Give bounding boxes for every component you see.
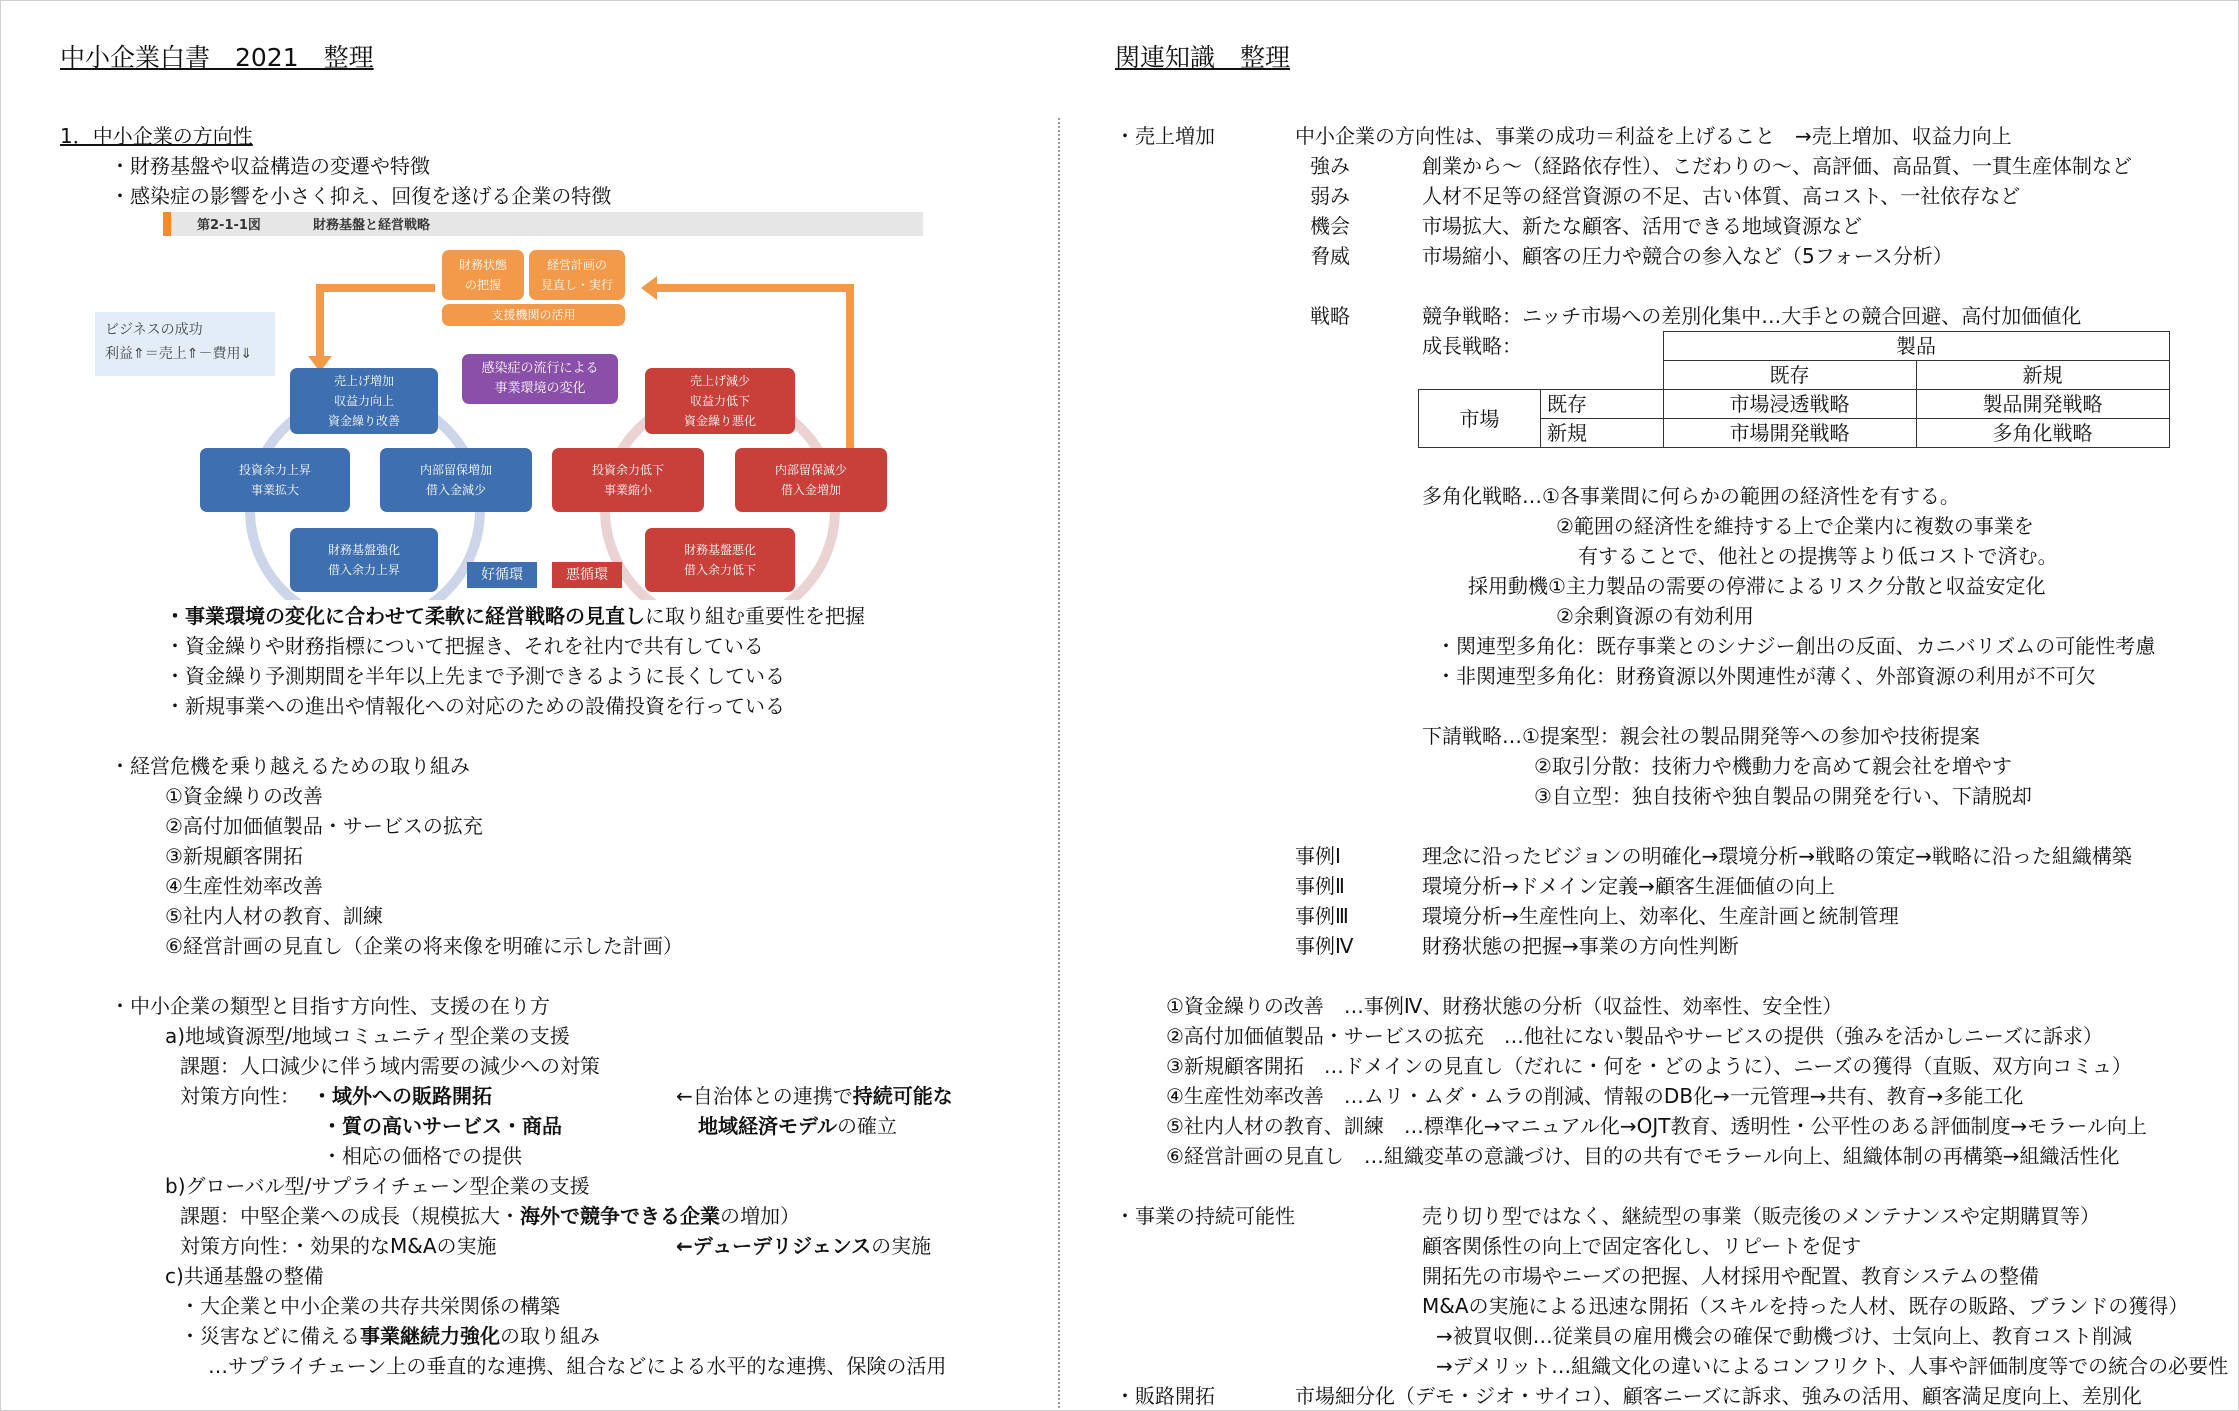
sustain-4: M&Aの実施による迅速な開拓（スキルを持った人材、既存の販路、ブランドの獲得） [1422,1294,2189,1318]
box-investment-up: 投資余力上昇 事業拡大 [200,448,350,512]
sales-label: ・売上増加 [1115,124,1215,148]
figure-number: 第2-1-1図 [197,218,261,233]
sustain-2: 顧客関係性の向上で固定客化し、リピートを促す [1422,1234,1862,1258]
type-b-issue-bold: 海外で競争できる企業 [520,1204,720,1228]
box-retained-down: 内部留保減少 借入金増加 [735,448,887,512]
diversify-5: ②余剰資源の有効利用 [1556,604,1754,628]
crisis-item-4: ④生産性効率改善 [165,874,323,898]
growth-strategy: 成長戦略： [1422,334,1522,358]
types-title: ・中小企業の類型と目指す方向性、支援の在り方 [110,994,550,1018]
figure-title: 財務基盤と経営戦略 [313,218,431,233]
matrix-cell-product-dev: 製品開発戦略 [1916,390,2169,419]
case-2-value: 環境分析→ドメイン定義→顧客生涯価値の向上 [1422,874,1835,898]
box-investment-down: 投資余力低下 事業縮小 [552,448,704,512]
box-retained-up: 内部留保増加 借入金減少 [380,448,532,512]
success-formula: 利益⇑＝売上⇑－費用⇓ [105,346,253,362]
type-b-note-bold: ←デューデリジェンス [676,1234,872,1258]
competitive-strategy: 競争戦略：ニッチ市場への差別化集中…大手との競合回避、高付加価値化 [1422,304,2082,328]
crisis-item-5: ⑤社内人材の教育、訓練 [165,904,383,928]
type-c-2 [180,1322,600,1350]
key-point-2: ・資金繰りや財務指標について把握き、それを社内で共有している [165,634,764,658]
sustain-label: ・事業の持続可能性 [1115,1204,1295,1228]
ansoff-matrix [1418,331,2170,448]
type-a-note-1-bold: 持続可能な [852,1084,953,1108]
type-b-issue-pre: 課題：中堅企業への成長（規模拡大・ [180,1204,520,1228]
measure-6: ⑥経営計画の見直し …組織変革の意識づけ、目的の共有でモラール向上、組織体制の再構築→組織活性化 [1166,1144,2120,1168]
legend-good-cycle: 好循環 [467,562,537,588]
figure-financial-strategy [95,210,955,600]
section-1-heading: 1．中小企業の方向性 [60,124,253,148]
matrix-cell-diversification: 多角化戦略 [1916,419,2169,448]
type-a-note-1 [676,1082,953,1110]
channel-text: 市場細分化（デモ・ジオ・サイコ）、顧客ニーズに訴求、強みの活用、顧客満足度向上、差別化 [1295,1384,2142,1408]
matrix-row-existing: 既存 [1541,390,1664,419]
case-2-key: 事例Ⅱ [1295,874,1345,898]
matrix-market-header: 市場 [1419,390,1541,448]
type-c-2-post: の取り組み [500,1324,600,1348]
case-1-value: 理念に沿ったビジョンの明確化→環境分析→戦略の策定→戦略に沿った組織構築 [1422,844,2132,868]
swot-value-weakness: 人材不足等の経営資源の不足、古い体質、高コスト、一社依存など [1422,184,2021,208]
swot-key-threat: 脅威 [1310,244,1350,268]
measure-2: ②高付加価値製品・サービスの拡充 …他社にない製品やサービスの提供（強みを活かしニーズに訴求） [1166,1024,2103,1048]
column-divider [1058,118,1060,1408]
subcontract-1: 下請戦略…①提案型：親会社の製品開発等への参加や技術提案 [1422,724,1980,748]
box-plan-review: 経営計画の 見直し・実行 [529,250,625,300]
measure-4: ④生産性効率改善 …ムリ・ムダ・ムラの削減、情報のDB化→一元管理→共有、教育→多能工化 [1166,1084,2024,1108]
swot-value-strength: 創業から～（経路依存性）、こだわりの～、高評価、高品質、一貫生産体制など [1422,154,2132,178]
measure-3: ③新規顧客開拓 …ドメインの見直し（だれに・何を・どのように）、ニーズの獲得（直販、双方向コミュ） [1166,1054,2132,1078]
type-a-note-1-pre: ←自治体との連携で [676,1084,853,1108]
matrix-blank-3 [1419,361,1541,390]
box-sales-decrease: 売上げ減少 収益力低下 資金繰り悪化 [645,368,795,434]
type-c-2-bold: 事業継続力強化 [360,1324,500,1348]
matrix-cell-market-dev: 市場開発戦略 [1663,419,1916,448]
type-a-policy-3: ・相応の価格での提供 [322,1144,522,1168]
box-financial-state: 財務状態 の把握 [442,250,524,300]
key-point-1-rest: に取り組む重要性を把握 [645,604,865,628]
figure-arrows [95,210,955,600]
type-a-note-2 [698,1112,897,1140]
matrix-product-header: 製品 [1663,332,2169,361]
type-b-note-post: の実施 [871,1234,932,1258]
channel-label: ・販路開拓 [1115,1384,1215,1408]
type-c-1: ・大企業と中小企業の共存共栄関係の構築 [180,1294,560,1318]
case-3-key: 事例Ⅲ [1295,904,1349,928]
sustain-1: 売り切り型ではなく、継続型の事業（販売後のメンテナンスや定期購買等） [1422,1204,2100,1228]
strategy-label: 戦略 [1310,304,1350,328]
matrix-row-new: 新規 [1541,419,1664,448]
type-b-issue-post: の増加） [720,1204,800,1228]
key-point-1 [165,602,865,630]
diversify-1: 多角化戦略…①各事業間に何らかの範囲の経済性を有する。 [1422,484,1960,508]
sales-intro: 中小企業の方向性は、事業の成功＝利益を上げること →売上増加、収益力向上 [1295,124,2012,148]
diversify-2: ②範囲の経済性を維持する上で企業内に複数の事業を [1556,514,2034,538]
sustain-5: →被買収側…従業員の雇用機会の確保で動機づけ、士気向上、教育コスト削減 [1436,1324,2132,1348]
key-point-1-bold: ・事業環境の変化に合わせて柔軟に経営戦略の見直し [165,604,645,628]
subcontract-3: ③自立型：独自技術や独自製品の開発を行い、下請脱却 [1534,784,2032,808]
sustain-3: 開拓先の市場やニーズの把握、人材採用や配置、教育システムの整備 [1422,1264,2039,1288]
matrix-blank-4 [1541,361,1664,390]
matrix-col-existing: 既存 [1663,361,1916,390]
swot-key-weakness: 弱み [1310,184,1350,208]
s1-item-2: ・感染症の影響を小さく抑え、回復を遂げる企業の特徴 [110,184,612,208]
key-point-4: ・新規事業への進出や情報化への対応のための設備投資を行っている [165,694,785,718]
diversify-4: 採用動機①主力製品の需要の停滞によるリスク分散と収益安定化 [1468,574,2046,598]
matrix-blank-2 [1541,332,1664,361]
subcontract-2: ②取引分散：技術力や機動力を高めて親会社を増やす [1534,754,2012,778]
case-4-key: 事例Ⅳ [1295,934,1354,958]
measure-5: ⑤社内人材の教育、訓練 …標準化→マニュアル化→OJT教育、透明性・公平性のある評価制度→モラール向上 [1166,1114,2147,1138]
measure-1: ①資金繰りの改善 …事例Ⅳ、財務状態の分析（収益性、効率性、安全性） [1166,994,1843,1018]
type-a-policy-2: ・質の高いサービス・商品 [322,1114,562,1138]
type-a-issue: 課題：人口減少に伴う域内需要の減少への対策 [180,1054,600,1078]
crisis-item-3: ③新規顧客開拓 [165,844,303,868]
matrix-col-new: 新規 [1916,361,2169,390]
success-title: ビジネスの成功 [105,322,203,338]
type-a-note-2-bold: 地域経済モデル [698,1114,837,1138]
sustain-6: →デメリット…組織文化の違いによるコンフリクト、人事や評価制度等での統合の必要性 [1436,1354,2229,1378]
crisis-title: ・経営危機を乗り越えるための取り組み [110,754,470,778]
s1-item-1: ・財務基盤や収益構造の変遷や特徴 [110,154,430,178]
business-success-box [95,312,275,376]
type-b: b)グローバル型/サプライチェーン型企業の支援 [165,1174,590,1198]
type-a: a)地域資源型/地域コミュニティ型企業の支援 [165,1024,570,1048]
type-c: c)共通基盤の整備 [165,1264,324,1288]
diversify-6: ・関連型多角化：既存事業とのシナジー創出の反面、カニバリズムの可能性考慮 [1436,634,2156,658]
swot-value-threat: 市場縮小、顧客の圧力や競合の参入など（5フォース分析） [1422,244,1953,268]
legend-bad-cycle: 悪循環 [552,562,622,588]
box-sales-increase: 売上げ増加 収益力向上 資金繰り改善 [290,368,438,434]
swot-key-strength: 強み [1310,154,1350,178]
crisis-item-6: ⑥経営計画の見直し（企業の将来像を明確に示した計画） [165,934,683,958]
swot-value-opportunity: 市場拡大、新たな顧客、活用できる地域資源など [1422,214,1862,238]
matrix-blank-1 [1419,332,1541,361]
type-a-note-2-post: の確立 [837,1114,897,1138]
type-c-2-pre: ・災害などに備える [180,1324,360,1348]
case-3-value: 環境分析→生産性向上、効率化、生産計画と統制管理 [1422,904,1899,928]
key-point-3: ・資金繰り予測期間を半年以上先まで予測できるように長くしている [165,664,785,688]
type-a-policy-1: ・域外への販路開拓 [312,1084,492,1108]
box-financial-strengthen: 財務基盤強化 借入余力上昇 [290,528,438,592]
right-title: 関連知識 整理 [1115,43,1291,72]
swot-key-opportunity: 機会 [1310,214,1350,238]
left-title: 中小企業白書 2021 整理 [60,43,374,72]
box-support-agencies: 支援機関の活用 [442,304,625,326]
crisis-item-1: ①資金繰りの改善 [165,784,323,808]
type-b-policy: 対策方向性：・効果的なM&Aの実施 [180,1234,497,1258]
case-1-key: 事例Ⅰ [1295,844,1341,868]
matrix-cell-penetration: 市場浸透戦略 [1663,390,1916,419]
box-financial-worsen: 財務基盤悪化 借入余力低下 [645,528,795,592]
type-a-policy-label: 対策方向性： [180,1084,300,1108]
type-b-note [676,1232,931,1260]
type-b-issue [180,1202,800,1230]
diversify-7: ・非関連型多角化：財務資源以外関連性が薄く、外部資源の利用が不可欠 [1436,664,2096,688]
type-c-3: …サプライチェーン上の垂直的な連携、組合などによる水平的な連携、保険の活用 [208,1354,947,1378]
case-4-value: 財務状態の把握→事業の方向性判断 [1422,934,1739,958]
crisis-item-2: ②高付加価値製品・サービスの拡充 [165,814,483,838]
box-environment-change: 感染症の流行による 事業環境の変化 [462,354,618,404]
diversify-3: 有することで、他社との提携等より低コストで済む。 [1578,544,2058,568]
